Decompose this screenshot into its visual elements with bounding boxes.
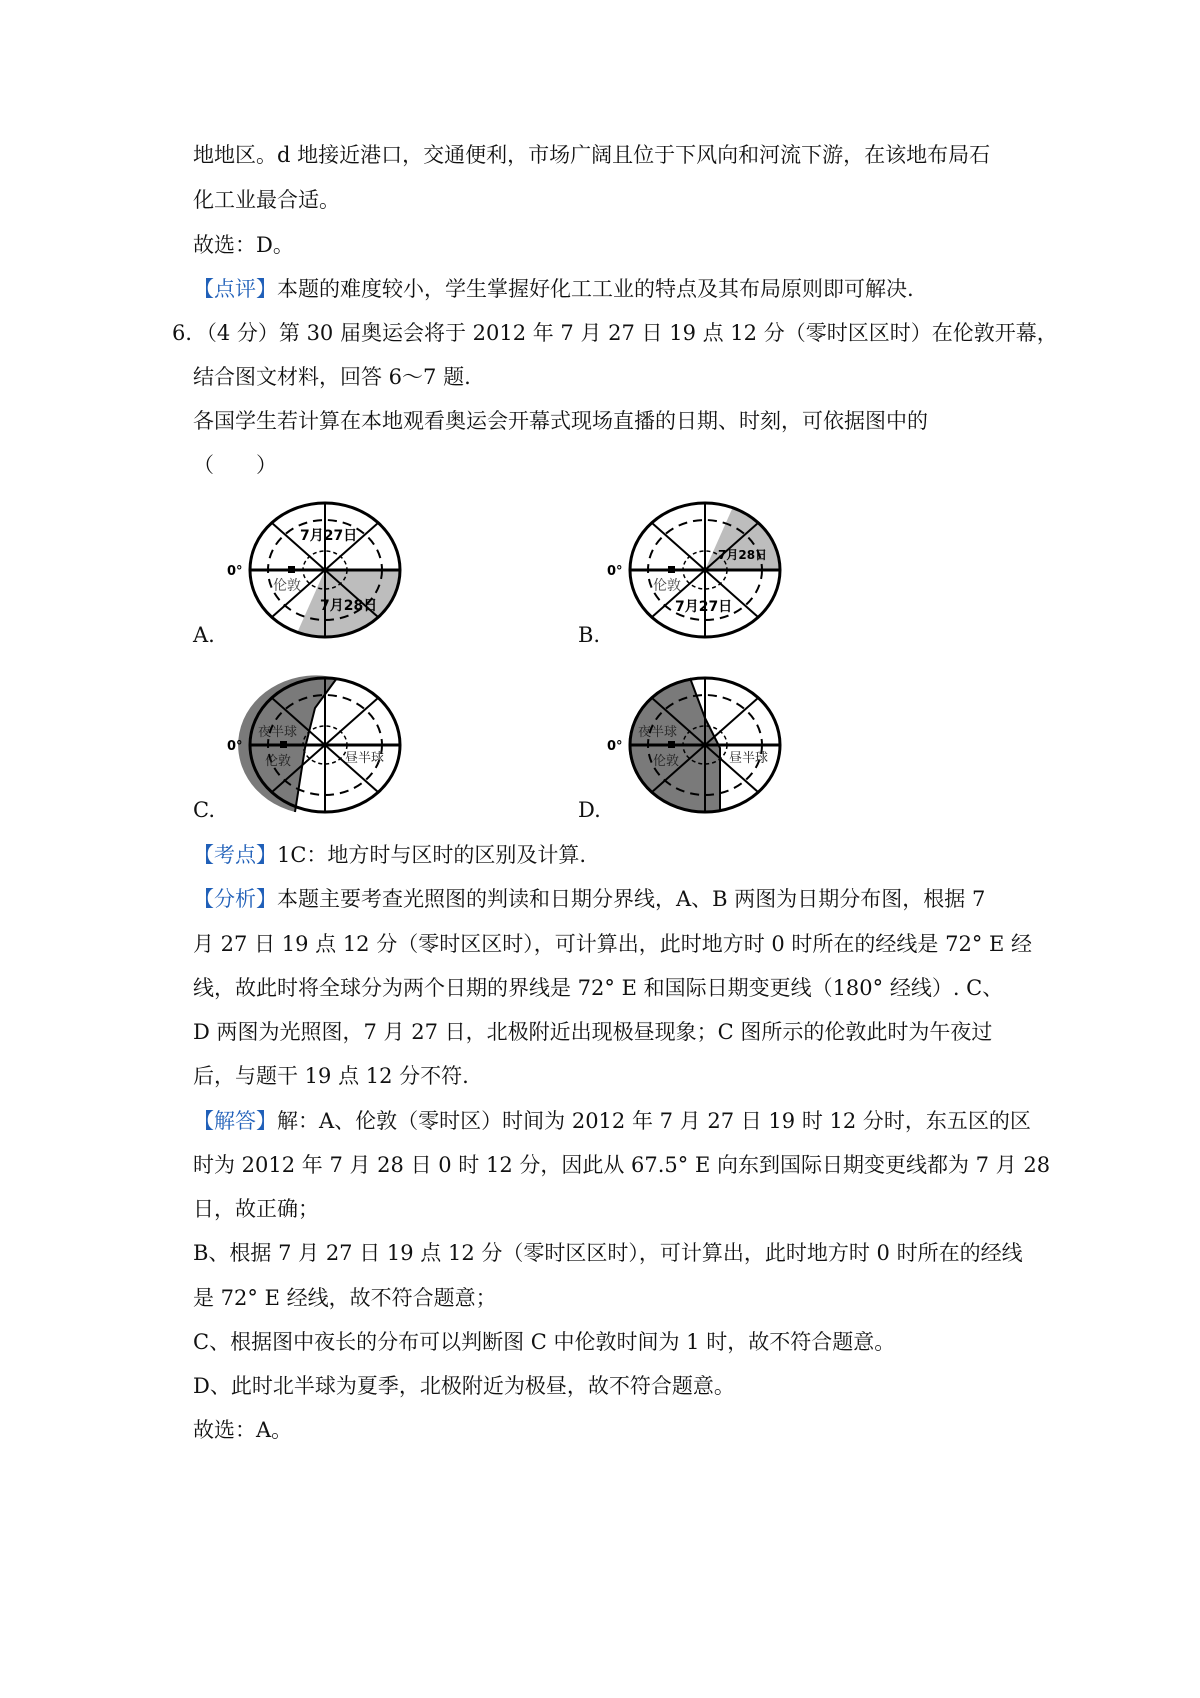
option-c-zero-label: 0° [227, 739, 243, 754]
option-b-zero-label: 0° [607, 564, 623, 579]
kaodian-text: 1C：地方时与区时的区别及计算. [277, 843, 587, 867]
option-a-date-top: 7月27日 [300, 528, 358, 544]
jieda-line3: 日，故正确； [193, 1197, 319, 1221]
prev-comment [193, 274, 914, 304]
prev-answer: 故选：D。 [193, 233, 294, 257]
fenxi-line3: 线，故此时将全球分为两个日期的界线是 72° E 和国际日期变更线（180° 经线）. C、 [193, 976, 1004, 1000]
fenxi-text1: 本题主要考查光照图的判读和日期分界线，A、B 两图为日期分布图，根据 7 [277, 887, 986, 911]
option-a-diagram [225, 493, 425, 652]
option-d-label: D. [578, 798, 601, 822]
jieda-tag: 【解答】 [193, 1109, 277, 1133]
fenxi-line2: 月 27 日 19 点 12 分（零时区区时），可计算出，此时地方时 0 时所在的经线是 72° E 经 [193, 932, 1033, 956]
option-c-city: 伦敦 [265, 754, 292, 769]
option-b-date-shade: 7月28日 [718, 548, 768, 562]
option-c-label: C. [193, 798, 215, 822]
question-line1: 6．（4 分）第 30 届奥运会将于 2012 年 7 月 27 日 19 点 12 分（零时区区时）在伦敦开幕， [172, 321, 1058, 345]
fenxi-line1 [193, 884, 985, 914]
prev-explanation-line2: 化工业最合适。 [193, 188, 340, 212]
fenxi-tag: 【分析】 [193, 887, 277, 911]
kaodian-section [193, 840, 586, 870]
question-line4: （ ） [193, 453, 277, 477]
jieda-answer: 故选：A。 [193, 1418, 293, 1442]
option-b-diagram [605, 493, 805, 652]
jieda-line2: 时为 2012 年 7 月 28 日 0 时 12 分，因此从 67.5° E 向东到国际日期变更线都为 7 月 28 [193, 1153, 1051, 1177]
jieda-line4: B、根据 7 月 27 日 19 点 12 分（零时区区时），可计算出，此时地方时 0 时所在的经线 [193, 1241, 1023, 1265]
option-b-city: 伦敦 [653, 578, 681, 594]
prev-explanation-line1: 地地区。d 地接近港口，交通便利，市场广阔且位于下风向和河流下游，在该地布局石 [193, 143, 991, 167]
option-d-night-label: 夜半球 [638, 725, 678, 740]
option-a-date-shade: 7月28日 [320, 598, 378, 614]
question-line3: 各国学生若计算在本地观看奥运会开幕式现场直播的日期、时刻，可依据图中的 [193, 409, 928, 433]
option-d-diagram [605, 668, 805, 827]
comment-tag: 【点评】 [193, 277, 277, 301]
fenxi-line4: D 两图为光照图，7 月 27 日，北极附近出现极昼现象；C 图所示的伦敦此时为午夜过 [193, 1020, 993, 1044]
option-c-diagram [225, 668, 425, 827]
option-c-night-label: 夜半球 [258, 725, 298, 740]
option-d-zero-label: 0° [607, 739, 623, 754]
option-d-city: 伦敦 [653, 754, 680, 769]
option-a-city: 伦敦 [273, 578, 301, 594]
option-b-label: B. [578, 623, 601, 647]
comment-text: 本题的难度较小，学生掌握好化工工业的特点及其布局原则即可解决. [277, 277, 914, 301]
jieda-text1: 解：A、伦敦（零时区）时间为 2012 年 7 月 27 日 19 时 12 分时，东五区的区 [277, 1109, 1031, 1133]
option-b-date-bottom: 7月27日 [675, 599, 733, 615]
option-c-day-label: 昼半球 [345, 751, 385, 766]
option-a-zero-label: 0° [227, 564, 243, 579]
option-a-label: A. [193, 623, 215, 647]
jieda-line1 [193, 1106, 1031, 1136]
question-line2: 结合图文材料，回答 6～7 题. [193, 365, 471, 389]
kaodian-tag: 【考点】 [193, 843, 277, 867]
jieda-line6: C、根据图中夜长的分布可以判断图 C 中伦敦时间为 1 时，故不符合题意。 [193, 1330, 896, 1354]
jieda-line5: 是 72° E 经线，故不符合题意； [193, 1286, 497, 1310]
option-d-day-label: 昼半球 [729, 751, 769, 766]
fenxi-line5: 后，与题干 19 点 12 分不符. [193, 1064, 469, 1088]
jieda-line7: D、此时北半球为夏季，北极附近为极昼，故不符合题意。 [193, 1374, 735, 1398]
